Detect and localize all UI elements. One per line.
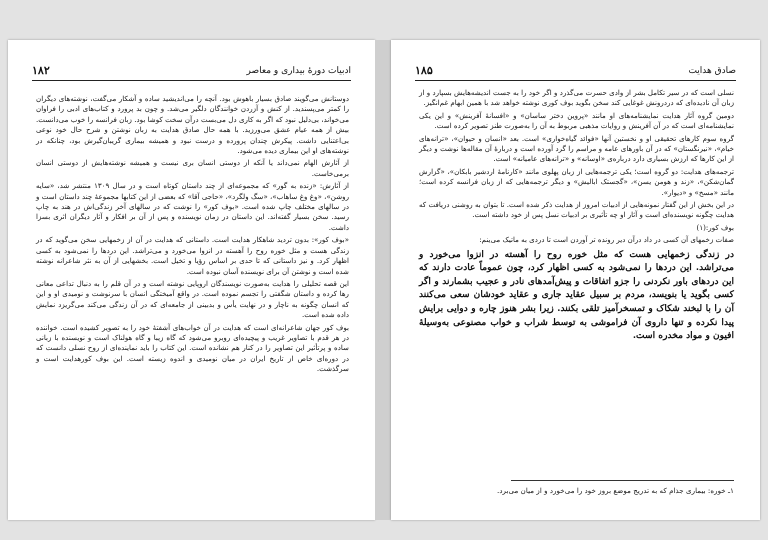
- paragraph: از آثارش الهام نمی‌داند یا آنکه از دوستی انسان بری نیست و همیشه نوشته‌هایش از دوستی انسان برمی‌خاست.: [36, 158, 349, 178]
- right-page: [391, 40, 760, 520]
- paragraph: گروه سوم کارهای تحقیقی او و نخستین آنها «فوائد گیاه‌خواری» است. بعد «انسان و حیوان»، «ترانه‌های خیام»، «نیرنگستان» که در آن باورهای عامه و مراسم را گرد آورده است و دربارهٔ آن مقاله‌ها نوشت و دیگر از این کارها که ارزش بسیاری دارد درباره‌ی «اوسانه» و «ترانه‌های عامیانه» است.: [419, 133, 734, 164]
- paragraph: در این بخش از این گفتار نمونه‌هایی از ادبیات امروز از هدایت ذکر شده است. تا بتوان به روشنی دریافت که هدایت چگونه نویسنده‌ای است و آثار او چه تأثیری بر ادبیات نسل پس از خود داشته است.: [419, 200, 734, 220]
- left-page-body: [36, 94, 349, 377]
- quoted-excerpt: در زندگی زخمهایی هست که مثل خوره روح را آهسته در انزوا می‌خورد و می‌تراشد. این دردها را نمی‌شود به کسی اظهار کرد، چون عموماً عادت دارند که این دردهای باور نکردنی را جزو اتفاقات و پیش‌آمدهای نادر و عجیب بشمارند و اگر کسی بگوید یا بنویسد، مردم بر سبیل عقاید جاری و عقاید خودشان سعی می‌کنند آن را با لبخند شکاک و تمسخرآمیز تلقی بکنند. زیرا بشر هنوز چاره و دوایی برایش پیدا نکرده و تنها داروی آن فراموشی به توسط شراب و خواب مصنوعی به‌وسیلهٔ افیون و مواد مخدره است.: [419, 248, 734, 342]
- paragraph: صفات زخمهای آن کسی در داد درآن دیر رونده تر آوردن است تا دردی به ماتیک می‌ینم:: [479, 235, 734, 245]
- paragraph: دوستانش می‌گویند صادق بسیار باهوش بود. آنچه را می‌اندیشید ساده و آشکار می‌گفت، نوشته‌های دیگران را کمتر می‌پسندید. از کنش و آزردن خوانندگان دلگیر می‌شد. و چون بد پرورد و کتاب‌های ادبی را فراوان می‌خواند، بی‌دلیل نبود که اگر به کاری دل می‌بست درآن سخت کوشا بود. زبان فرانسه را خوب می‌دانست. بیش از همه عیام عشق می‌ورزید. با همه حال صادق هدایت به زبان نوشتن و شرح حال خود نوعی بی‌اعتنایی داشت. پیکرش چندان پرورده و درست نبود و همیشه بیماری گریبان‌گیرش بود، چنانکه در نوشته‌های او این بیماری دیده می‌شود.: [36, 94, 349, 156]
- left-page: [8, 40, 375, 520]
- paragraph: ترجمه‌های هدایت: دو گروه است؛ یکی ترجمه‌هایی از زبان پهلوی مانند «کارنامهٔ اردشیر بابکان»، «گزارش گمان‌شکن»، «زند و هومن یسن»، «گجستک اباليش» و دیگر ترجمه‌هایی که از زبان فرانسه کرده است؛ مانند «مسخ» و «دیوار».: [419, 166, 734, 197]
- paragraph: از آثارش: «زنده به گور» که مجموعه‌ای از چند داستان کوتاه است و در سال ۱۳۰۹ منتشر شد، «سایه روشن»، «وغ وغ ساهاب»، «سگ ولگرد»، «حاجی آقا» که بعضی از این کتابها مجموعهٔ چند داستان است و در سالهای مختلف چاپ شده است. «بوف کور» را نوشت که در سالهای آخر زندگی‌اش در هند به چاپ رسید. سخن بسیار گفته‌اند. این داستان در زمان نویسنده و پس از آن بر افکار و آثار دیگران اثری بسزا داشت.: [36, 181, 349, 232]
- footnote: ۱ـ خوره: بیماری جذام که به تدریج موضع بروز خود را می‌خورد و از میان می‌برد.: [497, 486, 734, 495]
- right-page-body: [419, 88, 734, 345]
- paragraph: بوف کور جهان شاعرانه‌ای است که هدایت در آن خواب‌های آشفتهٔ خود را به تصویر کشیده است. خواننده در هر قدم با تصاویر غریب و پیچیده‌ای روبرو می‌شود که گاه زیبا و گاه هولناک است و نویسنده با زبانی ساده و پرتأثیر این تصاویر را در کنار هم نشانده است. این کتاب را باید نماینده‌ای از روح نسلی دانست که در دوره‌ای خاص از تاریخ ایران در میان نومیدی و اندوه زیسته است. این بوف کورهدایت است و سرگذشت.: [36, 322, 349, 374]
- paragraph: دومین گروه آثار هدایت نمایشنامه‌های او مانند «پروین دختر ساسان» و «افسانهٔ آفرینش» و این یکی نمایشنامه‌ای است که در آن آفرینش و روایات مذهبی مربوط به آن را به‌صورت طنز تصویر کرده است.: [419, 110, 734, 131]
- book-gutter: [375, 40, 391, 520]
- paragraph: «بوف کور»: بدون تردید شاهکار هدایت است. داستانی که هدایت در آن از زخمهایی سخن می‌گوید که در زندگی هست و مثل خوره روح را آهسته در انزوا می‌خورد و می‌تراشد. این دردها را نمی‌شود به کسی اظهار کرد. و نیز داستانی که تا حدی بر اساس رؤیا و تخیل است. بخشهایی از آن به نثر شاعرانه نوشته شده است و نوشتن آن برای نویسنده آسان نبوده است.: [36, 235, 349, 276]
- right-page-header: [415, 64, 736, 81]
- running-title: ادبیات دورهٔ بیداری و معاصر: [246, 66, 351, 76]
- footnote-divider: [511, 480, 734, 481]
- paragraph: نسلی است که در سیر تکامل بشر از وادی حسرت می‌گذرد و اگر خود را به جست اندیشه‌هایش بسپارد و از زبان آن نادیده‌ای که دردرونش غوغایی کند سخن بگوید بوف کوری نوشته خواهد شد با همین ابهام غم‌انگیز.: [419, 88, 734, 108]
- running-title: صادق هدایت: [688, 66, 736, 76]
- page-number: ۱۸۲: [32, 64, 50, 77]
- page-number: ۱۸۵: [415, 64, 433, 77]
- left-page-header: [32, 64, 351, 81]
- section-heading: بوف کور:(۱): [696, 222, 734, 232]
- paragraph: این قصه تحلیلی را هدایت به‌صورت نویسندگان اروپایی نوشته است و در آن قلم را به دنبال تداعی معانی رها کرده و داستان شگفتی را تجسم نموده است. در واقع آمیختگی انسان با سرنوشت و نومیدی او و این که انسان چگونه به ناچار و در نهایت یأس و بدبینی از جامعه‌ای که در آن زندگی می‌کند می‌گریزد نمایش داده شده است.: [36, 278, 349, 320]
